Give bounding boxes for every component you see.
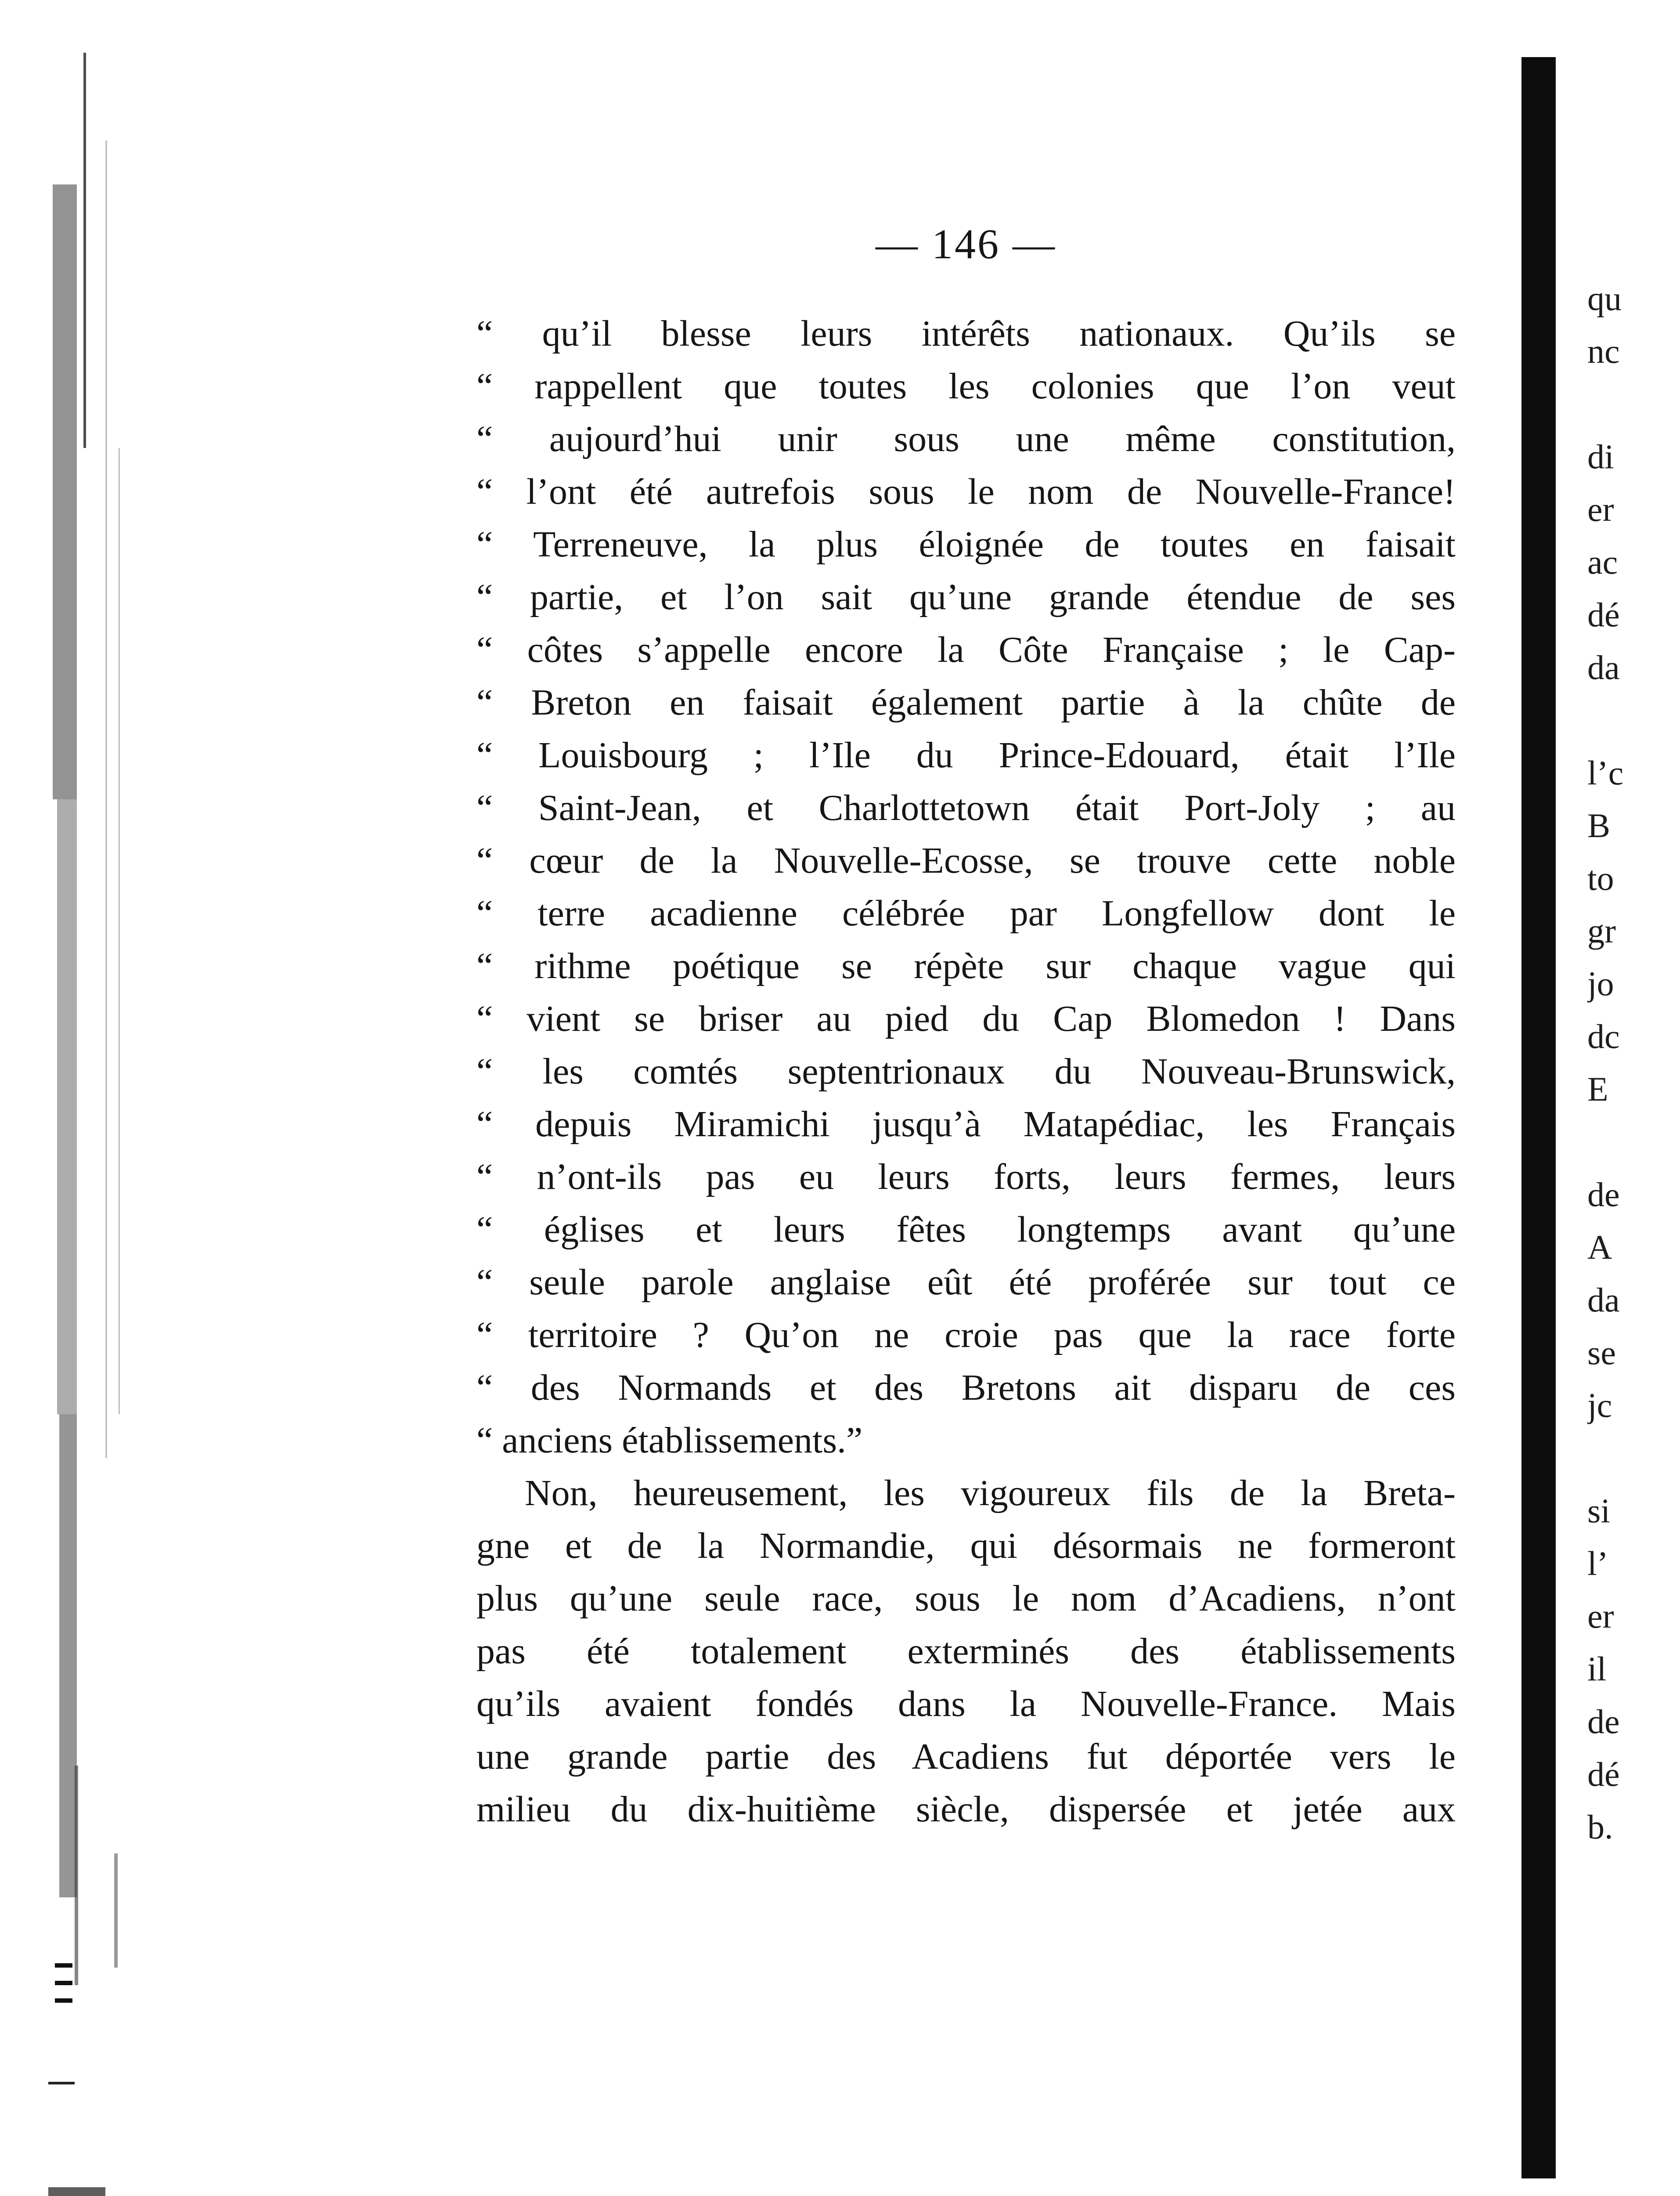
text-line: “ Breton en faisait également partie à la chûte de [476,682,1456,723]
paragraph-line: milieu du dix-huitième siècle, dispersée et jetée aux [476,1789,1456,1830]
facing-fragment: E [1587,1070,1608,1108]
paragraph-line: gne et de la Normandie, qui désormais ne formeront [476,1525,1456,1566]
facing-fragment: B [1587,806,1611,845]
facing-fragment: er [1587,1597,1614,1635]
facing-fragment [1587,378,1675,430]
text-line: “ cœur de la Nouvelle-Ecosse, se trouve cette noble [476,840,1456,881]
text-line: “ rithme poétique se répète sur chaque vague qui [476,946,1456,986]
facing-fragment: dé [1587,596,1620,634]
text-line: “ n’ont-ils pas eu leurs forts, leurs fermes, leurs [476,1156,1456,1197]
facing-fragment: A [1587,1228,1612,1266]
paragraph-line: qu’ils avaient fondés dans la Nouvelle-France. Mais [476,1683,1456,1724]
text-line: “ terre acadienne célébrée par Longfellow dont le [476,893,1456,934]
text-line: “ territoire ? Qu’on ne croie pas que la race forte [476,1315,1456,1355]
text-line: “ des Normands et des Bretons ait disparu de ces [476,1367,1456,1408]
facing-fragment [1587,1432,1675,1484]
facing-fragment: ac [1587,543,1618,581]
facing-fragment: jc [1587,1386,1612,1424]
facing-fragment: l’c [1587,754,1624,792]
text-line: “ seule parole anglaise eût été proférée sur tout ce [476,1262,1456,1303]
facing-fragment: di [1587,437,1614,476]
binding-scan-noise [48,53,149,2196]
text-line: “ aujourd’hui unir sous une même constitution, [476,419,1456,459]
facing-fragment [1587,694,1675,747]
text-line: “ rappellent que toutes les colonies que l’on veut [476,366,1456,407]
facing-fragment: se [1587,1333,1616,1372]
facing-page-fragments [1587,272,1675,1853]
text-line: “ Terreneuve, la plus éloignée de toutes en faisait [476,524,1456,565]
text-line: “ anciens établissements.” [476,1420,863,1461]
facing-fragment: da [1587,648,1620,686]
facing-fragment: si [1587,1492,1611,1530]
facing-fragment: to [1587,859,1614,897]
page-body [476,307,1456,1836]
facing-fragment: jo [1587,964,1614,1003]
text-line: “ partie, et l’on sait qu’une grande étendue de ses [476,577,1456,618]
gutter-shadow-bar [1521,57,1556,2178]
facing-fragment: dc [1587,1017,1620,1055]
facing-fragment: qu [1587,279,1622,318]
paragraph-line: pas été totalement exterminés des établissements [476,1631,1456,1672]
facing-fragment: l’ [1587,1544,1608,1582]
facing-fragment [1587,1116,1675,1168]
text-line: “ depuis Miramichi jusqu’à Matapédiac, les Français [476,1104,1456,1145]
page-number: — 146 — [876,220,1056,267]
facing-fragment: b. [1587,1808,1613,1846]
text-line: “ les comtés septentrionaux du Nouveau-Brunswick, [476,1051,1456,1092]
paragraph-line: Non, heureusement, les vigoureux fils de la Breta- [525,1473,1456,1513]
facing-fragment: de [1587,1175,1620,1214]
text-line: “ églises et leurs fêtes longtemps avant qu’une [476,1209,1456,1250]
facing-fragment: dé [1587,1755,1620,1793]
text-line: “ côtes s’appelle encore la Côte Française ; le Cap- [476,629,1456,670]
text-line: “ Saint-Jean, et Charlottetown était Port-Joly ; au [476,787,1456,828]
text-line: “ qu’il blesse leurs intérêts nationaux. Qu’ils se [476,313,1456,354]
facing-fragment: nc [1587,332,1620,370]
facing-fragment: de [1587,1702,1620,1741]
facing-fragment: gr [1587,912,1616,950]
facing-fragment: er [1587,490,1614,528]
paragraph-line: plus qu’une seule race, sous le nom d’Acadiens, n’ont [476,1578,1456,1619]
text-line: “ vient se briser au pied du Cap Blomedon ! Dans [476,998,1456,1039]
facing-fragment: da [1587,1281,1620,1319]
text-line: “ Louisbourg ; l’Ile du Prince-Edouard, était l’Ile [476,735,1456,776]
facing-fragment: il [1587,1650,1607,1688]
text-line: “ l’ont été autrefois sous le nom de Nouvelle-France! [476,471,1456,512]
paragraph-line: une grande partie des Acadiens fut déportée vers le [476,1736,1456,1777]
